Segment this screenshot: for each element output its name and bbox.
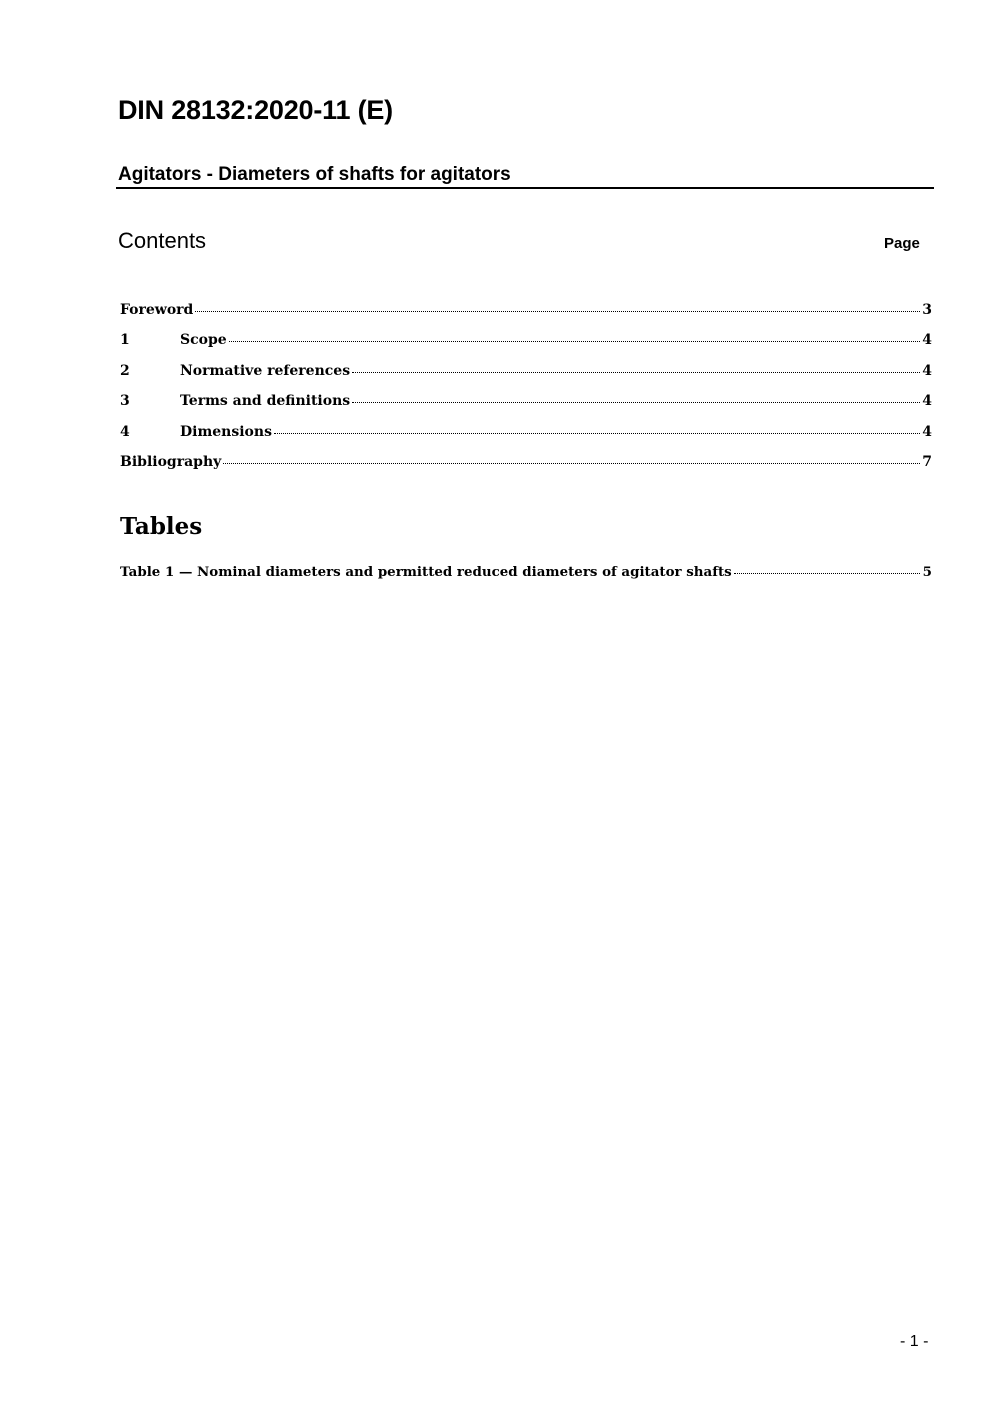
toc-entry-page: 4 [922,362,932,379]
toc-entry-foreword[interactable] [120,298,932,328]
toc-entry-number: 1 [120,332,130,349]
table-entry-table-1[interactable] [120,560,932,590]
toc-entry-title: Scope [180,332,227,349]
toc-entry-title: Dimensions [180,423,272,440]
footer-page-number: - 1 - [900,1333,929,1350]
toc-dot-leader [229,341,920,342]
toc-entry-title: Bibliography [120,453,222,470]
toc-entry-title: Terms and definitions [180,393,351,410]
toc-dot-leader [195,311,920,312]
table-entry-page: 5 [922,564,932,580]
toc-entry-bibliography[interactable] [120,450,932,480]
table-entry-title: Table 1 — Nominal diameters and permitted reduced diameters of agitator shafts [120,564,732,580]
toc-entry-number: 2 [120,362,130,379]
toc-entry-title: Normative references [180,362,351,379]
toc-dot-leader [734,573,920,574]
toc-entry-page: 4 [922,393,932,410]
contents-heading: Contents [118,228,207,253]
toc-dot-leader [223,463,920,464]
toc-dot-leader [352,402,920,403]
toc-entry-terms-and-definitions[interactable] [120,389,932,419]
toc-entry-number: 3 [120,393,130,410]
toc-dot-leader [352,372,920,373]
tables-heading: Tables [120,513,203,540]
toc-entry-page: 3 [922,302,932,318]
toc-entry-dimensions[interactable] [120,420,932,450]
toc-entry-number: 4 [120,423,130,440]
toc-entry-title: Foreword [120,302,194,318]
toc-entry-normative-references[interactable] [120,359,932,389]
page-column-label: Page [884,235,920,252]
list-of-tables [120,560,932,590]
toc-dot-leader [274,433,920,434]
toc-entry-page: 4 [922,423,932,440]
toc-entry-page: 4 [922,332,932,349]
document-number: DIN 28132:2020-11 (E) [118,95,393,125]
toc-entry-scope[interactable] [120,328,932,358]
table-of-contents [120,298,932,480]
toc-entry-page: 7 [922,453,932,470]
document-title: Agitators - Diameters of shafts for agitators [116,163,934,189]
